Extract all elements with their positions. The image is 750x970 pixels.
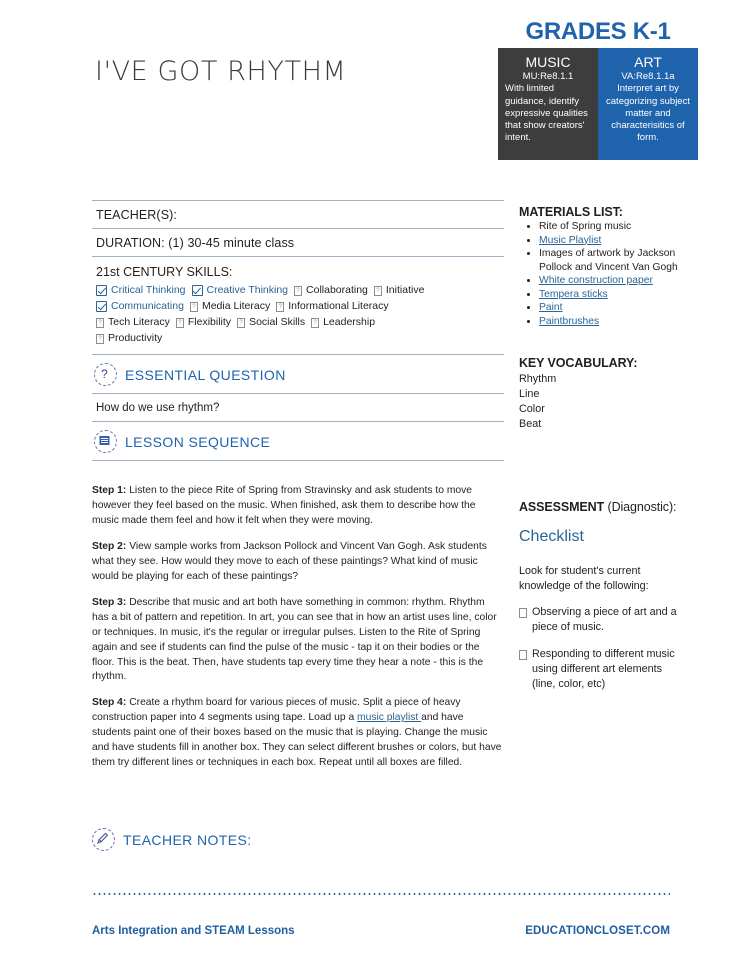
skill-checkbox-productivity[interactable] (96, 332, 162, 345)
lesson-step-label: Step 3: (92, 596, 127, 608)
skill-checkbox-tech-literacy[interactable] (96, 316, 170, 329)
assessment-check-label: Observing a piece of art and a piece of music. (532, 606, 677, 634)
checkbox-empty-icon (519, 608, 527, 618)
lesson-steps (92, 461, 504, 771)
lesson-step: Step 3: Describe that music and art both have something in common: rhythm. Rhythm has a bit of pattern and repetition. In art, you can see that in how an artist uses line, color or techniques. In music, it's the regular or irregular pulses. Listen to the Rite of Spring again and see if students can find the pulse of the music - tap it on their bodies or the floor. This is the beat. Then, have students tap every time they hear a note - this is the rhythm. (92, 596, 497, 683)
material-item: • Rite of Spring music (539, 220, 684, 234)
standard-subject: MUSIC (525, 54, 571, 70)
standard-code: VA:Re8.1.1a (621, 71, 675, 83)
assessment-check-label: Responding to different music using different art elements (line, color, etc) (532, 647, 675, 690)
skill-checkbox-communicating[interactable] (96, 300, 184, 313)
checkbox-empty-icon: ? (294, 286, 302, 296)
standard-box-art (598, 48, 698, 160)
material-item[interactable] (539, 274, 684, 288)
question-mark-icon (94, 363, 117, 386)
skill-label: Media Literacy (201, 300, 271, 312)
skill-label: Informational Literacy (288, 300, 389, 312)
material-item[interactable] (539, 315, 684, 329)
essential-question-header (92, 355, 504, 393)
teacher-notes-heading: TEACHER NOTES: (123, 831, 252, 848)
materials-list (519, 220, 684, 329)
footer-dotted-divider (92, 893, 670, 895)
skill-label: Flexibility (187, 316, 232, 328)
svg-text:?: ? (101, 367, 108, 381)
footer-left-text: Arts Integration and STEAM Lessons (92, 925, 295, 937)
teacher-notes-header (92, 828, 252, 851)
skill-checkbox-media-literacy[interactable] (190, 300, 270, 313)
assessment-checklist (519, 605, 684, 692)
assessment-checklist-link[interactable]: Checklist (519, 528, 584, 546)
skill-checkbox-initiative[interactable] (374, 284, 425, 297)
lesson-sequence-heading: LESSON SEQUENCE (125, 433, 271, 450)
material-item[interactable] (539, 288, 684, 302)
list-document-icon (94, 430, 117, 453)
material-link[interactable]: Music Playlist (539, 234, 602, 246)
left-column (92, 200, 504, 782)
checkbox-empty-icon: ? (190, 302, 198, 312)
duration-row: DURATION: (1) 30-45 minute class (96, 236, 295, 250)
skill-checkbox-flexibility[interactable] (176, 316, 231, 329)
assessment-heading-normal: (Diagnostic): (604, 500, 677, 515)
page-title: I'VE GOT RHYTHM (95, 56, 347, 87)
skill-label: Critical Thinking (111, 284, 186, 296)
material-item[interactable] (539, 234, 684, 248)
skill-checkbox-social-skills[interactable] (237, 316, 305, 329)
checkbox-empty-icon: ? (96, 334, 104, 344)
material-link[interactable]: Paintbrushes (539, 316, 600, 328)
lesson-step: Step 2: View sample works from Jackson Pollock and Vincent Van Gogh. Ask students what they see. How would they move to each of these paintings? What kind of music would be playing for each of these paintings? (92, 541, 487, 582)
pencil-icon (92, 828, 115, 851)
vocabulary-term: Beat (519, 417, 542, 430)
footer-right-text: EDUCATIONCLOSET.COM (525, 925, 670, 937)
vocabulary-list (519, 372, 684, 432)
skill-label: Tech Literacy (108, 316, 170, 328)
music-playlist-link[interactable]: music playlist (357, 712, 422, 724)
vocabulary-term: Color (519, 402, 545, 415)
checkbox-empty-icon: ? (374, 286, 382, 296)
skill-row (96, 284, 500, 297)
material-link[interactable]: Paint (539, 302, 563, 314)
lesson-step: Step 4: Create a rhythm board for various pieces of music. Split a piece of heavy construction paper into 4 segments using tape. Load up a music playlist and have students paint one of their boxes based on the music that is playing. Change the music and have students fill in another box. They can select different brushes or colors, but have them try different lines or techniques in each box. Repeat until all boxes are filled. (92, 697, 502, 769)
checkbox-checked-icon (192, 285, 203, 296)
skill-checkbox-informational-literacy[interactable] (276, 300, 388, 313)
material-link[interactable]: White construction paper (539, 275, 653, 287)
lesson-sequence-header (92, 422, 504, 460)
material-item: • Images of artwork by Jackson Pollock and Vincent Van Gogh (539, 247, 684, 274)
skill-checkbox-creative-thinking[interactable] (192, 284, 289, 297)
checkbox-empty-icon (519, 650, 527, 660)
skill-checkbox-collaborating[interactable] (294, 284, 368, 297)
skill-label: Initiative (385, 284, 425, 296)
assessment-heading (519, 500, 684, 514)
materials-heading: MATERIALS LIST: (519, 205, 623, 219)
skill-label: Creative Thinking (206, 284, 289, 296)
standard-description: With limited guidance, identify expressive qualities that show creators' intent. (505, 83, 588, 144)
skill-row (96, 316, 500, 329)
vocabulary-heading: KEY VOCABULARY: (519, 355, 638, 370)
grades-heading: GRADES K-1 (525, 18, 671, 45)
material-item[interactable] (539, 301, 684, 315)
skill-label: Collaborating (306, 284, 368, 296)
skill-row (96, 300, 500, 313)
lesson-step-label: Step 2: (92, 541, 127, 553)
checkbox-checked-icon (96, 285, 107, 296)
skill-checkbox-critical-thinking[interactable] (96, 284, 186, 297)
lesson-step-label: Step 4: (92, 697, 127, 709)
teachers-row: TEACHER(S): (96, 208, 177, 222)
material-link[interactable]: Tempera sticks (539, 288, 608, 300)
standard-box-music (498, 48, 598, 160)
skill-checkbox-leadership[interactable] (311, 316, 375, 329)
checkbox-checked-icon (96, 301, 107, 312)
assessment-intro: Look for student's current knowledge of the following: (519, 565, 649, 593)
assessment-heading-bold: ASSESSMENT (519, 500, 605, 515)
assessment-check-item (519, 605, 684, 635)
standard-code: MU:Re8.1.1 (522, 71, 574, 83)
skills-list (96, 284, 500, 345)
skill-label: Communicating (111, 300, 184, 312)
checkbox-empty-icon: ? (176, 318, 184, 328)
skills-title: 21st CENTURY SKILLS: (96, 265, 233, 279)
standard-subject: ART (634, 54, 662, 70)
skill-label: Leadership (323, 316, 376, 328)
checkbox-empty-icon: ? (237, 318, 245, 328)
right-column (519, 205, 684, 692)
skill-label: Social Skills (249, 316, 306, 328)
standard-description: Interpret art by categorizing subject matter and characterisitics of form. (606, 83, 690, 144)
standards-boxes (498, 48, 698, 160)
essential-question-text: How do we use rhythm? (96, 402, 220, 414)
lesson-step: Step 1: Listen to the piece Rite of Spring from Stravinsky and ask students to move however they feel based on the music. When finished, ask them to describe how the music made them feel and how it felt when they were moving. (92, 485, 476, 527)
vocabulary-term: Rhythm (519, 372, 557, 385)
vocabulary-term: Line (519, 387, 540, 400)
checkbox-empty-icon: ? (96, 318, 104, 328)
skill-row (96, 332, 500, 345)
skill-label: Productivity (108, 332, 163, 344)
checkbox-empty-icon: ? (276, 302, 284, 312)
checkbox-empty-icon: ? (311, 318, 319, 328)
assessment-check-item (519, 647, 684, 692)
skills-section (92, 257, 504, 354)
lesson-step-label: Step 1: (92, 485, 127, 497)
essential-question-heading: ESSENTIAL QUESTION (125, 366, 286, 383)
